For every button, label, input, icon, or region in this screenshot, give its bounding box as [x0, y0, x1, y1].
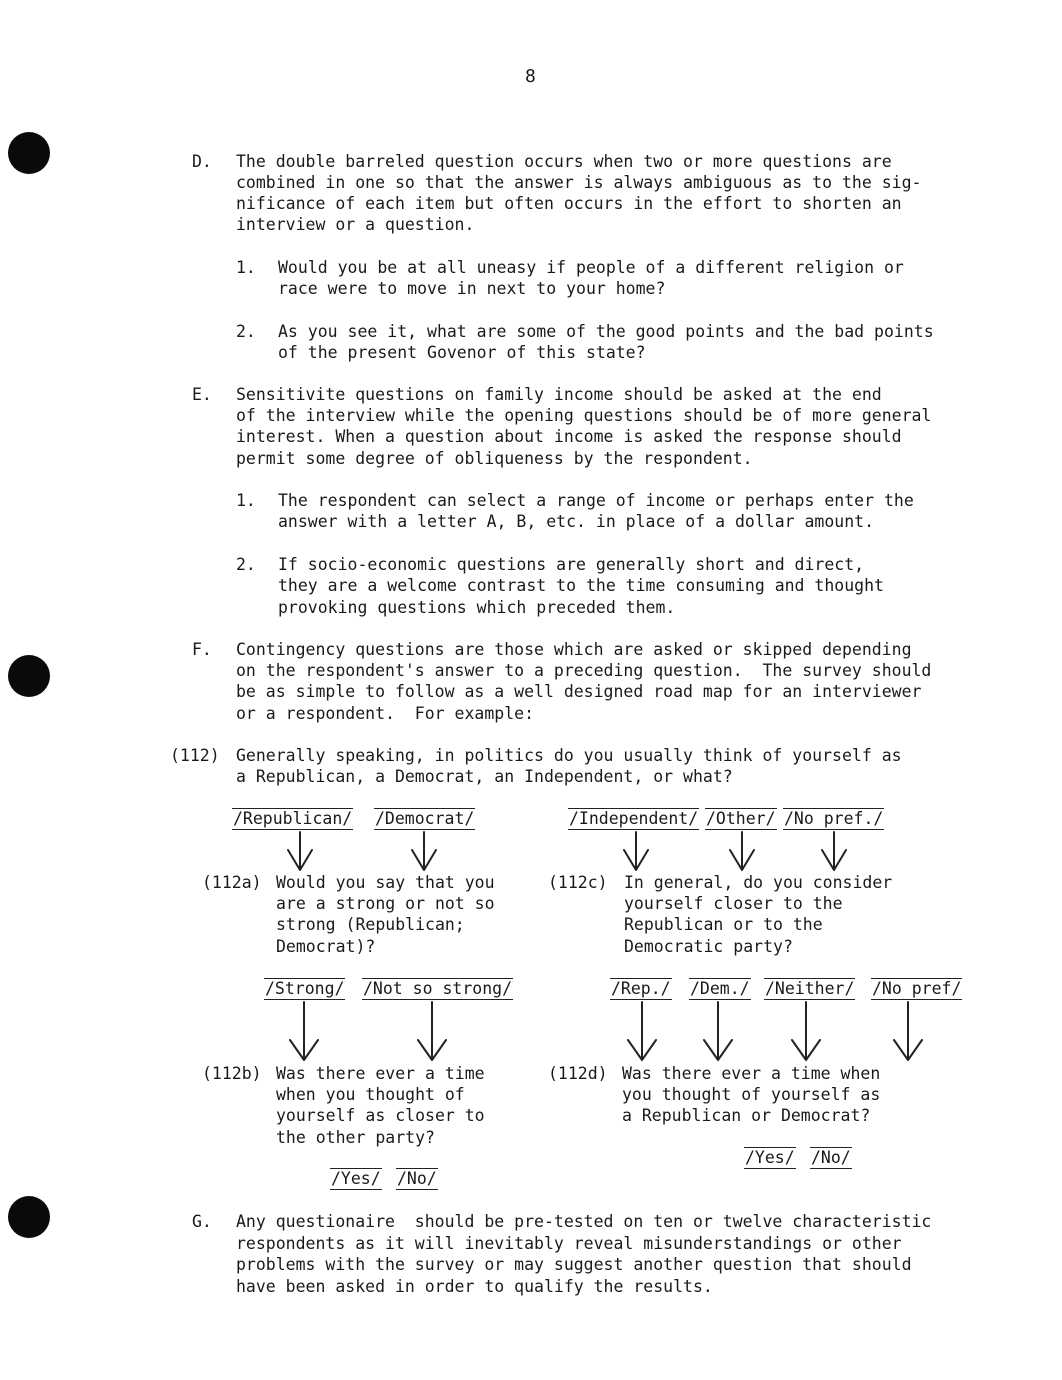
- arrow-down-icon: [290, 1002, 318, 1060]
- question-line: are a strong or not so: [276, 894, 495, 913]
- choice-rep: /Rep./: [611, 979, 671, 998]
- question-line: Would you say that you: [276, 873, 495, 892]
- item-line: If socio-economic questions are generally short and direct,: [278, 555, 865, 574]
- section-marker: D.: [192, 152, 212, 171]
- question-line: Democratic party?: [624, 937, 793, 956]
- arrow-down-icon: [894, 1002, 922, 1060]
- question-line: Republican or to the: [624, 915, 823, 934]
- page-number: 8: [525, 66, 536, 87]
- question-line: Generally speaking, in politics do you usually think of yourself as: [236, 746, 902, 765]
- item-line: Would you be at all uneasy if people of a different religion or: [278, 258, 904, 277]
- question-line: Was there ever a time: [276, 1064, 485, 1083]
- question-line: you thought of yourself as: [622, 1085, 881, 1104]
- item-line: answer with a letter A, B, etc. in place of a dollar amount.: [278, 512, 875, 531]
- choice-other: /Other/: [706, 809, 776, 828]
- question-line: In general, do you consider: [624, 873, 893, 892]
- question-line: when you thought of: [276, 1085, 465, 1104]
- arrow-down-icon: [822, 832, 846, 870]
- arrow-down-icon: [628, 1002, 656, 1060]
- item-line: The respondent can select a range of income or perhaps enter the: [278, 491, 914, 510]
- paragraph-line: of the interview while the opening questions should be of more general: [236, 406, 932, 425]
- choice-no-pref: /No pref/: [872, 979, 962, 998]
- choice-not-so-strong: /Not so strong/: [363, 979, 513, 998]
- item-line: race were to move in next to your home?: [278, 279, 666, 298]
- item-line: of the present Govenor of this state?: [278, 343, 646, 362]
- paragraph-line: Any questionaire should be pre-tested on ten or twelve characteristic: [236, 1212, 932, 1231]
- choice-no: /No/: [397, 1169, 437, 1188]
- paragraph-line: Sensitivite questions on family income should be asked at the end: [236, 385, 882, 404]
- choice-republican: /Republican/: [233, 809, 353, 828]
- item-number: 1.: [236, 258, 256, 277]
- paragraph-line: on the respondent's answer to a preceding question. The survey should: [236, 661, 932, 680]
- paragraph-line: permit some degree of obliqueness by the respondent.: [236, 449, 753, 468]
- choice-no-pref: /No pref./: [784, 809, 884, 828]
- arrow-down-icon: [730, 832, 754, 870]
- item-line: they are a welcome contrast to the time consuming and thought: [278, 576, 884, 595]
- arrow-down-icon: [624, 832, 648, 870]
- arrow-down-icon: [792, 1002, 820, 1060]
- question-line: strong (Republican;: [276, 915, 465, 934]
- item-line: provoking questions which preceded them.: [278, 598, 676, 617]
- choice-independent: /Independent/: [569, 809, 699, 828]
- question-line: Democrat)?: [276, 937, 376, 956]
- question-label: (112): [170, 746, 220, 765]
- paragraph-line: have been asked in order to qualify the results.: [236, 1277, 713, 1296]
- choice-yes: /Yes/: [331, 1169, 381, 1188]
- paragraph-line: be as simple to follow as a well designed road map for an interviewer: [236, 682, 922, 701]
- choice-democrat: /Democrat/: [375, 809, 475, 828]
- question-label: (112a): [202, 873, 262, 892]
- item-number: 1.: [236, 491, 256, 510]
- arrow-down-icon: [704, 1002, 732, 1060]
- question-line: a Republican, a Democrat, an Independent, or what?: [236, 767, 733, 786]
- question-line: yourself as closer to: [276, 1106, 485, 1125]
- choice-neither: /Neither/: [765, 979, 855, 998]
- paragraph-line: respondents as it will inevitably reveal misunderstandings or other: [236, 1234, 902, 1253]
- question-line: a Republican or Democrat?: [622, 1106, 871, 1125]
- choice-no: /No/: [811, 1148, 851, 1167]
- section-marker: E.: [192, 385, 212, 404]
- choice-yes: /Yes/: [745, 1148, 795, 1167]
- item-line: As you see it, what are some of the good points and the bad points: [278, 322, 934, 341]
- arrow-down-icon: [288, 832, 312, 870]
- item-number: 2.: [236, 322, 256, 341]
- arrow-down-icon: [412, 832, 436, 870]
- paragraph-line: Contingency questions are those which are asked or skipped depending: [236, 640, 912, 659]
- question-label: (112c): [548, 873, 608, 892]
- paragraph-line: problems with the survey or may suggest another question that should: [236, 1255, 912, 1274]
- paragraph-line: combined in one so that the answer is always ambiguous as to the sig-: [236, 173, 922, 192]
- question-line: the other party?: [276, 1128, 435, 1147]
- choice-dem: /Dem./: [690, 979, 750, 998]
- item-number: 2.: [236, 555, 256, 574]
- paragraph-line: or a respondent. For example:: [236, 704, 535, 723]
- question-label: (112d): [548, 1064, 608, 1083]
- paragraph-line: nificance of each item but often occurs in the effort to shorten an: [236, 194, 902, 213]
- section-marker: G.: [192, 1212, 212, 1231]
- paragraph-line: interest. When a question about income is asked the response should: [236, 427, 902, 446]
- section-marker: F.: [192, 640, 212, 659]
- paragraph-line: interview or a question.: [236, 215, 475, 234]
- choice-strong: /Strong/: [265, 979, 345, 998]
- question-line: yourself closer to the: [624, 894, 843, 913]
- question-line: Was there ever a time when: [622, 1064, 881, 1083]
- arrow-down-icon: [418, 1002, 446, 1060]
- question-label: (112b): [202, 1064, 262, 1083]
- paragraph-line: The double barreled question occurs when two or more questions are: [236, 152, 892, 171]
